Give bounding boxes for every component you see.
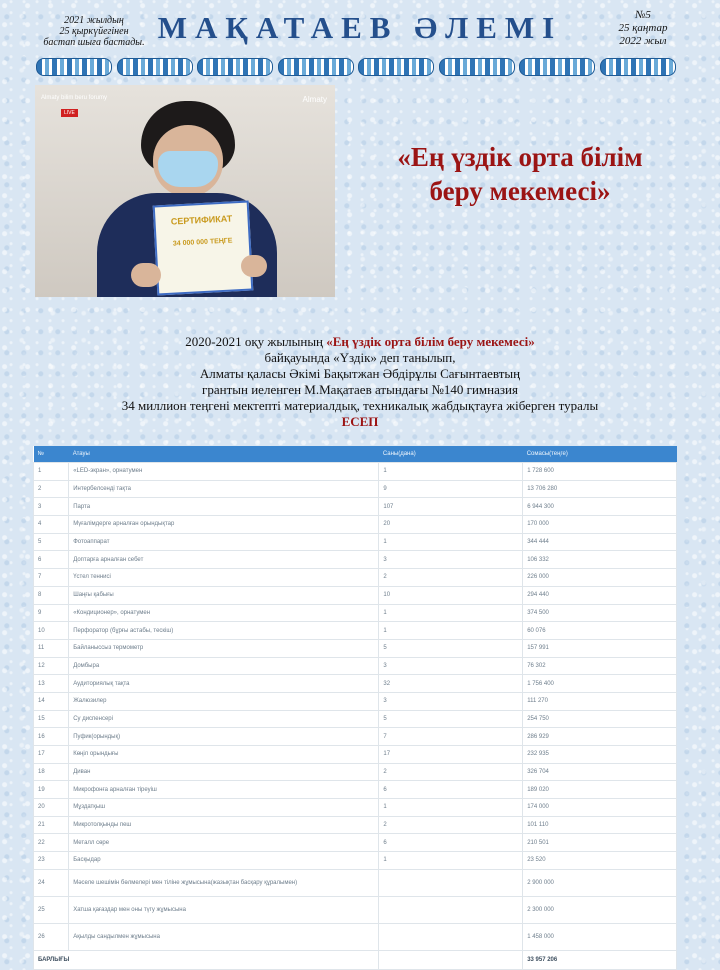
- cell-amount: 76 302: [523, 657, 677, 675]
- cell-amount: 174 000: [523, 799, 677, 817]
- header-name: Атауы: [69, 446, 379, 463]
- table-row: [34, 799, 677, 817]
- cell-number: 20: [34, 799, 69, 817]
- cell-number: 12: [34, 657, 69, 675]
- cell-amount: 226 000: [523, 569, 677, 587]
- cell-name: Басқыдар: [69, 852, 379, 870]
- cell-amount: 1 756 400: [523, 675, 677, 693]
- cell-quantity: 5: [379, 639, 523, 657]
- total-label: БАРЛЫҒЫ: [34, 950, 379, 969]
- header-amount: Сомасы(теңге): [523, 446, 677, 463]
- headline-line: «Ең үздік орта білім: [397, 142, 643, 172]
- header-quantity: Саны(дана): [379, 446, 523, 463]
- intro-prefix: 2020-2021 оқу жылының: [185, 334, 324, 349]
- cell-quantity: [379, 923, 523, 950]
- table-row: [34, 710, 677, 728]
- cell-quantity: 9: [379, 480, 523, 498]
- cell-amount: 210 501: [523, 834, 677, 852]
- cell-number: 2: [34, 480, 69, 498]
- table-row: [34, 675, 677, 693]
- cell-amount: 170 000: [523, 516, 677, 534]
- cell-quantity: 20: [379, 516, 523, 534]
- table-row: [34, 480, 677, 498]
- issue-number: №5: [635, 9, 651, 21]
- cell-number: 4: [34, 516, 69, 534]
- cell-number: 9: [34, 604, 69, 622]
- cell-quantity: 7: [379, 728, 523, 746]
- cell-quantity: 10: [379, 586, 523, 604]
- header-number: №: [34, 446, 69, 463]
- cell-name: Микротолқынды пеш: [69, 816, 379, 834]
- cell-number: 8: [34, 586, 69, 604]
- person-hand-left: [131, 263, 161, 287]
- cell-name: Байланыссыз термометр: [69, 639, 379, 657]
- table-row: [34, 533, 677, 551]
- cell-number: 6: [34, 551, 69, 569]
- ornament-segment: [117, 58, 193, 76]
- table-row: [34, 463, 677, 481]
- table-row: [34, 692, 677, 710]
- cell-number: 5: [34, 533, 69, 551]
- cell-number: 24: [34, 869, 69, 896]
- table-row: [34, 498, 677, 516]
- cell-name: Жалюзилер: [69, 692, 379, 710]
- cell-name: Парта: [69, 498, 379, 516]
- table-row: [34, 604, 677, 622]
- cell-name: Металл сөре: [69, 834, 379, 852]
- cell-name: Пуфик(орындық): [69, 728, 379, 746]
- cell-quantity: 107: [379, 498, 523, 516]
- cell-amount: 101 110: [523, 816, 677, 834]
- cell-amount: 2 300 000: [523, 896, 677, 923]
- channel-caption: Almaty bilim beru forumy: [41, 95, 108, 101]
- table-row: [34, 746, 677, 764]
- ornament-segment: [36, 58, 112, 76]
- issue-info: [608, 9, 678, 48]
- cell-number: 21: [34, 816, 69, 834]
- cell-number: 10: [34, 622, 69, 640]
- certificate-title: СЕРТИФИКАТ: [170, 213, 233, 227]
- cell-name: Микрофонға арналған тіреуіш: [69, 781, 379, 799]
- ornament-segment: [358, 58, 434, 76]
- intro-line-3: Алматы қаласы Әкімі Бақытжан Әбдірұлы Сағынтаевтың: [199, 366, 521, 381]
- table-body: [34, 463, 677, 970]
- certificate-sum: 34 000 000 ТЕҢГЕ: [172, 237, 233, 248]
- cell-amount: 106 332: [523, 551, 677, 569]
- table-row: [34, 639, 677, 657]
- cell-amount: 1 728 600: [523, 463, 677, 481]
- cell-quantity: 3: [379, 692, 523, 710]
- cell-name: Доптарға арналған себет: [69, 551, 379, 569]
- cell-name: «LED-экран», орнатумен: [69, 463, 379, 481]
- table-header-row: [34, 446, 677, 463]
- certificate: [153, 201, 254, 296]
- cell-quantity: 3: [379, 657, 523, 675]
- cell-amount: 111 270: [523, 692, 677, 710]
- cell-name: Мәселе шешімін бөлмелері мен тіліне жұмысына(жазықтан басқару құралымен): [69, 869, 379, 896]
- cell-quantity: 17: [379, 746, 523, 764]
- intro-line-4: грантын иеленген М.Мақатаев атындағы №140 гимназия: [202, 382, 518, 397]
- cell-name: Интербелсенді тақта: [69, 480, 379, 498]
- cell-quantity: 1: [379, 533, 523, 551]
- table-row: [34, 551, 677, 569]
- table-row: [34, 781, 677, 799]
- cell-amount: 157 991: [523, 639, 677, 657]
- cell-amount: 294 440: [523, 586, 677, 604]
- cell-name: Фотоаппарат: [69, 533, 379, 551]
- table-row: [34, 763, 677, 781]
- cell-name: Диван: [69, 763, 379, 781]
- report-table: [33, 446, 677, 970]
- founding-note-line: 2021 жылдың: [64, 15, 124, 26]
- cell-number: 17: [34, 746, 69, 764]
- cell-amount: 344 444: [523, 533, 677, 551]
- face-mask: [158, 151, 218, 187]
- cell-quantity: 1: [379, 799, 523, 817]
- cell-name: Шаңғы қабығы: [69, 586, 379, 604]
- cell-quantity: 2: [379, 763, 523, 781]
- ornament-segment: [197, 58, 273, 76]
- report-label: ЕСЕП: [341, 414, 379, 429]
- cell-name: Ақылды сандылмен жұмысына: [69, 923, 379, 950]
- cell-amount: 60 076: [523, 622, 677, 640]
- article-headline: [355, 140, 685, 208]
- table-row: [34, 869, 677, 896]
- cell-name: Мүғалімдерге арналған орындықтар: [69, 516, 379, 534]
- cell-name: Көңіл орындығы: [69, 746, 379, 764]
- cell-number: 26: [34, 923, 69, 950]
- cell-quantity: 6: [379, 834, 523, 852]
- ornament-segment: [439, 58, 515, 76]
- cell-number: 18: [34, 763, 69, 781]
- headline-line: беру мекемесі»: [429, 176, 611, 206]
- report-intro: [20, 334, 700, 430]
- cell-number: 22: [34, 834, 69, 852]
- cell-quantity: 1: [379, 852, 523, 870]
- ornament-border: [36, 58, 676, 76]
- table-row: [34, 728, 677, 746]
- cell-amount: 6 944 300: [523, 498, 677, 516]
- cell-name: Перфоратор (бұрғы астабы, тескіш): [69, 622, 379, 640]
- cell-amount: 232 935: [523, 746, 677, 764]
- cell-quantity: 32: [379, 675, 523, 693]
- cell-amount: 2 900 000: [523, 869, 677, 896]
- cell-quantity: 1: [379, 463, 523, 481]
- cell-name: Домбыра: [69, 657, 379, 675]
- cell-quantity: [379, 896, 523, 923]
- table-row: [34, 834, 677, 852]
- cell-name: Мұздатқыш: [69, 799, 379, 817]
- cell-quantity: 6: [379, 781, 523, 799]
- cell-number: 1: [34, 463, 69, 481]
- table-row: [34, 923, 677, 950]
- ornament-segment: [600, 58, 676, 76]
- person-hand-right: [241, 255, 267, 277]
- cell-quantity: [379, 869, 523, 896]
- table-row: [34, 622, 677, 640]
- cell-quantity: 2: [379, 816, 523, 834]
- cell-number: 15: [34, 710, 69, 728]
- cell-amount: 1 458 000: [523, 923, 677, 950]
- table-row: [34, 852, 677, 870]
- ornament-segment: [519, 58, 595, 76]
- cell-name: Хатша қағаздар мен оны түгу жұмысына: [69, 896, 379, 923]
- channel-logo: Almaty: [302, 95, 327, 104]
- cell-quantity: 1: [379, 604, 523, 622]
- cell-amount: 23 520: [523, 852, 677, 870]
- table-row: [34, 816, 677, 834]
- table-row: [34, 569, 677, 587]
- live-badge: LIVE: [61, 109, 78, 117]
- intro-line-5: 34 миллион теңгені мектепті материалдық, техникалық жабдықтауға жіберген туралы: [121, 398, 599, 413]
- cell-amount: 286 929: [523, 728, 677, 746]
- cell-number: 3: [34, 498, 69, 516]
- cell-number: 25: [34, 896, 69, 923]
- cell-number: 19: [34, 781, 69, 799]
- total-amount: 33 957 206: [523, 950, 677, 969]
- cell-number: 13: [34, 675, 69, 693]
- cell-amount: 326 704: [523, 763, 677, 781]
- intro-highlight: «Ең үздік орта білім беру мекемесі»: [326, 334, 535, 349]
- cell-name: Үстел теннисі: [69, 569, 379, 587]
- cell-name: Аудиториялық тақта: [69, 675, 379, 693]
- cell-quantity: 3: [379, 551, 523, 569]
- cell-name: Су диспенсері: [69, 710, 379, 728]
- cell-quantity: 2: [379, 569, 523, 587]
- founding-note-line: бастап шыға бастады.: [43, 37, 145, 48]
- issue-year: 2022 жыл: [619, 35, 667, 47]
- newspaper-title: МАҚАТАЕВ ӘЛЕМІ: [157, 10, 563, 45]
- founding-note-line: 25 қыркүйегінен: [59, 26, 129, 37]
- cell-number: 16: [34, 728, 69, 746]
- table-row: [34, 657, 677, 675]
- intro-line-1: [20, 334, 700, 350]
- cell-amount: 254 750: [523, 710, 677, 728]
- cell-number: 23: [34, 852, 69, 870]
- director-photo: [35, 85, 335, 297]
- table-row: [34, 586, 677, 604]
- cell-amount: 189 020: [523, 781, 677, 799]
- cell-amount: 13 706 280: [523, 480, 677, 498]
- cell-quantity: 1: [379, 622, 523, 640]
- cell-name: «Кондиционер», орнатумен: [69, 604, 379, 622]
- intro-line-2: байқауында «Үздік» деп танылып,: [264, 350, 456, 365]
- cell-number: 7: [34, 569, 69, 587]
- table-row: [34, 516, 677, 534]
- ornament-segment: [278, 58, 354, 76]
- table-row: [34, 896, 677, 923]
- cell-number: 11: [34, 639, 69, 657]
- cell-amount: 374 500: [523, 604, 677, 622]
- cell-number: 14: [34, 692, 69, 710]
- issue-date: 25 қаңтар: [618, 22, 668, 34]
- cell-quantity: 5: [379, 710, 523, 728]
